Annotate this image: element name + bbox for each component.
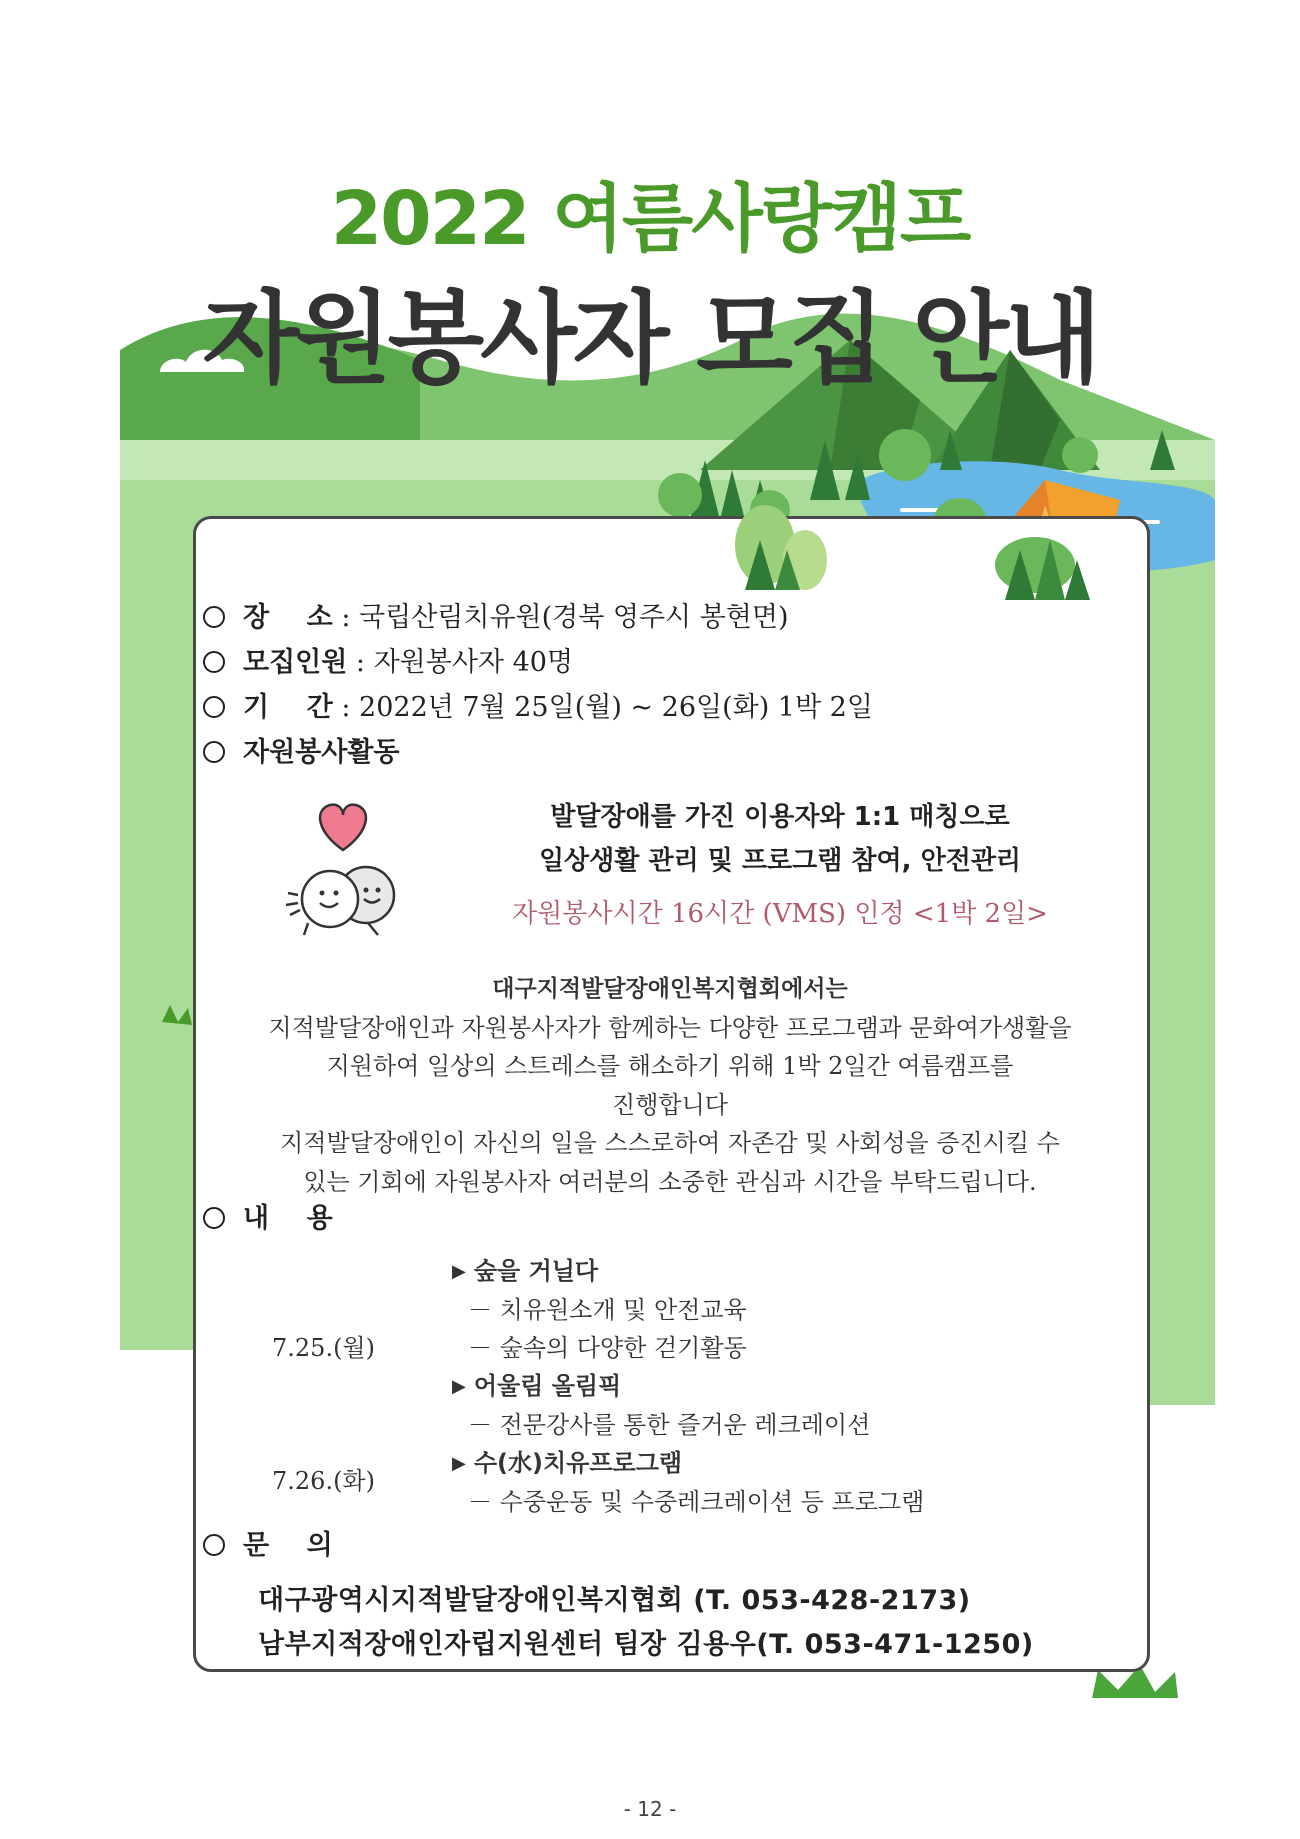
intro-paragraph — [200, 970, 1140, 1201]
inquiry-row — [203, 1526, 333, 1566]
place-label: 장 소 — [243, 602, 333, 633]
inquiry-label: 문 의 — [243, 1530, 333, 1561]
period-value: : 2022년 7월 25일(월) ~ 26일(화) 1박 2일 — [341, 692, 873, 723]
activity-line-1: 발달장애를 가진 이용자와 1:1 매칭으로 — [550, 802, 1010, 832]
place-value: : 국립산림치유원(경북 영주시 봉현면) — [341, 602, 789, 633]
contact-line-1: 대구광역시지적발달장애인복지협회 (T. 053-428-2173) — [258, 1585, 971, 1616]
day2-date: 7.26.(화) — [272, 1467, 375, 1495]
intro-line: 있는 기회에 자원봉사자 여러분의 소중한 관심과 시간을 부탁드립니다. — [303, 1167, 1037, 1196]
schedule-sub: － 전문강사를 통한 즐거운 레크레이션 — [468, 1411, 871, 1439]
heart-icon — [320, 805, 366, 850]
activity-row — [203, 733, 400, 773]
page-number: - 12 - — [623, 1797, 677, 1821]
intro-line: 진행합니다 — [612, 1090, 728, 1119]
bullet-circle — [203, 1207, 225, 1229]
schedule-sub: － 수중운동 및 수중레크레이션 등 프로그램 — [468, 1488, 925, 1516]
intro-line: 지원하여 일상의 스트레스를 해소하기 위해 1박 2일간 여름캠프를 — [326, 1052, 1014, 1080]
intro-title: 대구지적발달장애인복지협회에서는 — [492, 976, 848, 1002]
bullet-circle — [203, 741, 225, 763]
bullet-circle — [203, 606, 225, 628]
intro-line: 지적발달장애인과 자원봉사자가 함께하는 다양한 프로그램과 문화여가생활을 — [268, 1013, 1072, 1042]
content-row — [203, 1199, 333, 1239]
smiley-pair-icon — [268, 795, 418, 940]
tree-cluster — [705, 470, 1125, 610]
schedule-item-title: ▶ 숲을 거닐다 — [452, 1257, 599, 1285]
activity-line-2: 일상생활 관리 및 프로그램 참여, 안전관리 — [538, 846, 1022, 876]
triangle-bullet-icon: ▶ — [452, 1376, 466, 1397]
bullet-circle — [203, 651, 225, 673]
contact-line-2: 남부지적장애인자립지원센터 팀장 김용우(T. 053-471-1250) — [258, 1629, 1034, 1660]
schedule-list — [452, 1252, 924, 1521]
triangle-bullet-icon: ▶ — [452, 1453, 466, 1474]
bullet-circle — [203, 696, 225, 718]
place-row — [203, 598, 789, 638]
recruit-label: 모집인원 — [243, 647, 348, 678]
intro-line: 지적발달장애인이 자신의 일을 스스로하여 자존감 및 사회성을 증진시킬 수 — [280, 1129, 1060, 1157]
recruit-value: : 자원봉사자 40명 — [355, 647, 574, 678]
content-label: 내 용 — [243, 1203, 333, 1234]
triangle-bullet-icon: ▶ — [452, 1261, 466, 1282]
period-label: 기 간 — [243, 692, 333, 723]
period-row — [203, 688, 873, 728]
schedule-item-title: ▶ 어울림 올림픽 — [452, 1372, 622, 1400]
volunteer-hours: 자원봉사시간 16시간 (VMS) 인정 <1박 2일> — [512, 899, 1048, 929]
schedule-item-title: ▶ 수(水)치유프로그램 — [452, 1449, 683, 1477]
recruit-row — [203, 643, 573, 683]
schedule-sub: － 치유원소개 및 안전교육 — [468, 1296, 747, 1324]
day1-date: 7.25.(월) — [272, 1334, 375, 1362]
page-title: 2022 여름사랑캠프 — [330, 176, 970, 262]
bullet-circle — [203, 1534, 225, 1556]
schedule-sub: － 숲속의 다양한 걷기활동 — [468, 1334, 747, 1362]
page-subtitle: 자원봉사자 모집 안내 — [202, 280, 1098, 397]
activity-label: 자원봉사활동 — [243, 737, 400, 768]
